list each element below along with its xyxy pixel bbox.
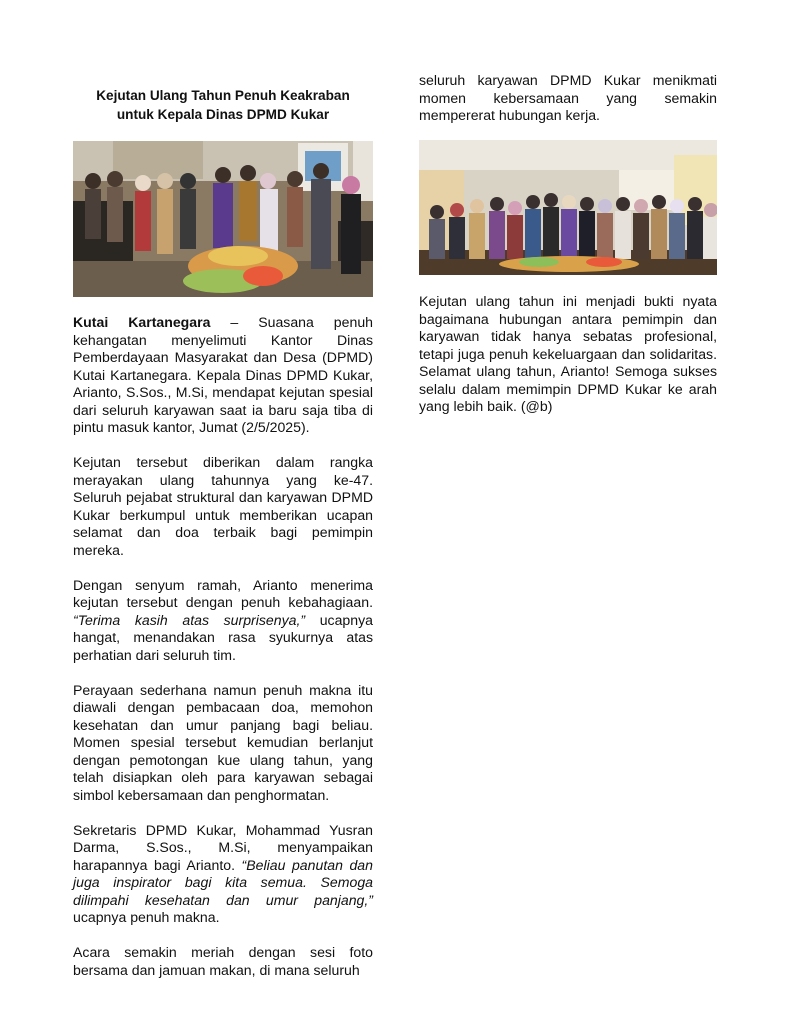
paragraph-1-text: – Suasana penuh kehangatan menyelimuti Kantor Dinas Pemberdayaan Masyarakat dan Desa (DPMD) Kutai Kartanegara. Kepala Dinas DPMD Kukar, Arianto, S.Sos., M.Si, mendapat kejutan spesial dari seluruh karyawan saat ia baru saja tiba di pintu masuk kantor, Jumat (2/5/2025). — [73, 314, 373, 435]
paragraph-5-after: ucapnya penuh makna. — [73, 909, 220, 925]
article-title — [73, 86, 373, 124]
article-left-column — [73, 314, 373, 997]
article-right-column — [419, 293, 717, 433]
quote-arianto: “Terima kasih atas surprisenya,” — [73, 611, 306, 628]
paragraph-6-continued: seluruh karyawan DPMD Kukar menikmati momen kebersamaan yang semakin mempererat hubungan kerja. — [419, 72, 717, 123]
title-line-1: Kejutan Ulang Tahun Penuh Keakraban — [96, 88, 350, 103]
office-group-photo — [419, 140, 717, 275]
paragraph-5-text: Sekretaris DPMD Kukar, Mohammad Yusran Darma, S.Sos., M.Si, menyampaikan harapannya bagi Arianto. — [73, 821, 373, 873]
title-line-2: untuk Kepala Dinas DPMD Kukar — [116, 107, 330, 122]
paragraph-3-after: ucapnya hangat, menandakan rasa syukurnya atas perhatian dari seluruh tim. — [73, 611, 373, 663]
dateline: Kutai Kartanegara — [73, 314, 211, 330]
celebration-group-photo — [73, 141, 373, 297]
paragraph-2: Kejutan tersebut diberikan dalam rangka merayakan ulang tahunnya yang ke-47. Seluruh pejabat struktural dan karyawan DPMD Kukar berkumpul untuk memberikan ucapan selamat dan doa terbaik bagi pemimpin mereka. — [73, 454, 373, 558]
paragraph-3-text: Dengan senyum ramah, Arianto menerima kejutan tersebut dengan penuh kebahagiaan. — [73, 576, 373, 610]
paragraph-7: Kejutan ulang tahun ini menjadi bukti nyata bagaimana hubungan antara pemimpin dan karyawan tidak hanya sebatas profesional, tetapi juga penuh kekeluargaan dan solidaritas. Selamat ulang tahun, Arianto! Semoga sukses selalu dalam memimpin DPMD Kukar ke arah yang lebih baik. (@b) — [419, 293, 717, 414]
article-right-column-continuation — [419, 72, 717, 142]
paragraph-6: Acara semakin meriah dengan sesi foto bersama dan jamuan makan, di mana seluruh — [73, 944, 373, 978]
paragraph-4: Perayaan sederhana namun penuh makna itu diawali dengan pembacaan doa, memohon kesehatan dan umur panjang bagi beliau. Momen spesial tersebut kemudian berlanjut dengan pemotongan kue ulang tahun, yang telah disiapkan oleh para karyawan sebagai simbol kebersamaan dan penghormatan. — [73, 681, 373, 803]
paragraph-5 — [73, 822, 373, 927]
quote-secretary: “Beliau panutan dan juga inspirator bagi kita semua. Semoga dilimpahi kesehatan dan umur panjang,” — [73, 856, 373, 908]
paragraph-3 — [73, 577, 373, 665]
paragraph-1 — [73, 314, 373, 437]
